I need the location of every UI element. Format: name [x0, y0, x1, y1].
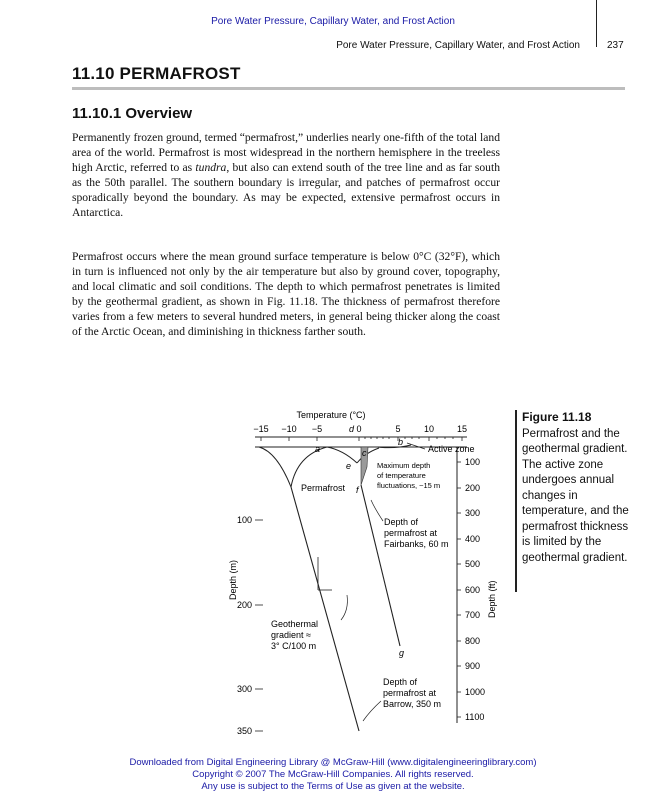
depth-ft-tick-label: 1000 — [465, 687, 486, 697]
section-rule — [72, 87, 625, 90]
depth-ft-tick-label: 100 — [465, 457, 481, 467]
geothermal-label: 3° C/100 m — [271, 641, 317, 651]
fairbanks-label: permafrost at — [384, 528, 438, 538]
fairbanks-label: Depth of — [384, 517, 419, 527]
barrow-pointer — [363, 701, 381, 721]
section-title: 11.10 PERMAFROST — [72, 64, 241, 83]
depth-m-ticks — [255, 520, 263, 731]
temp-tick-label: −15 — [253, 424, 269, 434]
subsection-title: 11.10.1 Overview — [72, 105, 193, 122]
temp-tick-label: 0 — [356, 424, 362, 434]
geothermal-line-fairbanks — [361, 485, 400, 646]
point-label-e: e — [346, 461, 352, 471]
header-divider — [596, 0, 597, 47]
barrow-label: permafrost at — [383, 688, 437, 698]
paragraph-1 — [72, 130, 500, 221]
depth-m-tick-label: 350 — [236, 726, 252, 736]
temp-tick-label: 5 — [395, 424, 401, 434]
figure-caption — [522, 410, 632, 566]
paragraph-1-start: Permanently frozen ground, termed “permafrost,” underlies nearly one-fifth of the total land area of the world. Permafrost is most widespread in the northern hemisphere in the treeless high Arctic, referred to as — [72, 131, 500, 175]
depth-ft-tick-label: 1100 — [465, 712, 485, 722]
running-title: Pore Water Pressure, Capillary Water, and Frost Action — [336, 40, 580, 51]
depth-ft-tick-label: 500 — [465, 559, 481, 569]
chapter-banner: Pore Water Pressure, Capillary Water, and Frost Action — [211, 16, 455, 27]
geothermal-label: gradient ≈ — [271, 630, 311, 640]
footer-download-link[interactable]: Downloaded from Digital Engineering Library @ McGraw-Hill (www.digitalengineeringlibrary.com) — [129, 757, 537, 768]
active-zone-pointer — [407, 443, 425, 449]
point-label-b: b — [398, 437, 404, 447]
figure-11-18 — [225, 405, 515, 740]
temp-tick-label: −5 — [311, 424, 323, 434]
fairbanks-label: Fairbanks, 60 m — [384, 539, 449, 549]
depth-ft-tick-label: 800 — [465, 636, 481, 646]
depth-ft-tick-label: 700 — [465, 610, 481, 620]
temperature-axis-title: Temperature (°C) — [296, 410, 366, 420]
geothermal-line-barrow — [291, 487, 359, 731]
point-label-f: f — [356, 485, 359, 495]
paragraph-1-emphasis: tundra — [195, 161, 227, 175]
caption-title: Figure 11.18 — [522, 410, 592, 424]
geothermal-pointer — [341, 595, 347, 620]
temperature-ticks — [261, 437, 462, 441]
depth-ft-axis-title: Depth (ft) — [487, 580, 497, 618]
permafrost-diagram — [225, 405, 515, 740]
temp-tick-label: −10 — [281, 424, 297, 434]
geothermal-label: Geothermal — [271, 619, 319, 629]
max-depth-label: Maximum depth — [377, 461, 431, 470]
paragraph-1-end: , but also can extend south of the tree line and as far south as the 50th parallel. The southern boundary is irregular, and patches of permafrost occur sporadically beyond the boundary. As may be expected, extensive permafrost occurs in Antarctica. — [72, 161, 500, 220]
active-zone-label: Active zone — [428, 444, 475, 454]
depth-m-axis-title: Depth (m) — [228, 559, 238, 600]
footer-copyright: Copyright © 2007 The McGraw-Hill Companies. All rights reserved. — [192, 769, 474, 780]
point-label-c: c — [362, 448, 367, 458]
caption-bar — [515, 410, 517, 592]
depth-ft-tick-label: 900 — [465, 661, 481, 671]
barrow-label: Barrow, 350 m — [383, 699, 442, 709]
barrow-label: Depth of — [383, 677, 418, 687]
max-depth-label: fluctuations, ~15 m — [377, 481, 441, 490]
depth-ft-tick-label: 300 — [465, 508, 481, 518]
depth-m-tick-label: 100 — [236, 515, 252, 525]
depth-ft-ticks — [457, 462, 461, 717]
depth-m-tick-label: 300 — [236, 684, 252, 694]
depth-ft-tick-label: 600 — [465, 585, 481, 595]
point-label-g: g — [399, 648, 405, 658]
caption-text: Permafrost and the geothermal gradient. The active zone undergoes annual changes in temperature, and the permafrost thickness is limited by the geothermal gradient. — [522, 427, 629, 564]
page-number: 237 — [607, 40, 624, 51]
temp-tick-label: 10 — [423, 424, 435, 434]
temp-tick-label: 15 — [456, 424, 468, 434]
paragraph-2: Permafrost occurs where the mean ground surface temperature is below 0°C (32°F), which in turn is influenced not only by the air temperature but also by ground cover, topography, and local climatic and soil conditions. The depth to which permafrost penetrates is limited by the geothermal gradient, as shown in Fig. 11.18. The thickness of permafrost therefore varies from a few meters to several hundred meters, in general being thicker along the coast of the Arctic Ocean, and diminishing in thickness farther south. — [72, 250, 500, 339]
footer-terms-link[interactable]: Any use is subject to the Terms of Use as given at the website. — [201, 781, 465, 792]
footer — [0, 757, 666, 793]
depth-m-tick-label: 200 — [236, 600, 252, 610]
depth-ft-tick-label: 400 — [465, 534, 481, 544]
max-depth-label: of temperature — [377, 471, 426, 480]
fairbanks-pointer — [371, 500, 383, 521]
point-label-d: d — [349, 424, 355, 434]
point-label-a: a — [315, 444, 321, 454]
permafrost-label: Permafrost — [301, 483, 346, 493]
depth-ft-tick-label: 200 — [465, 483, 481, 493]
